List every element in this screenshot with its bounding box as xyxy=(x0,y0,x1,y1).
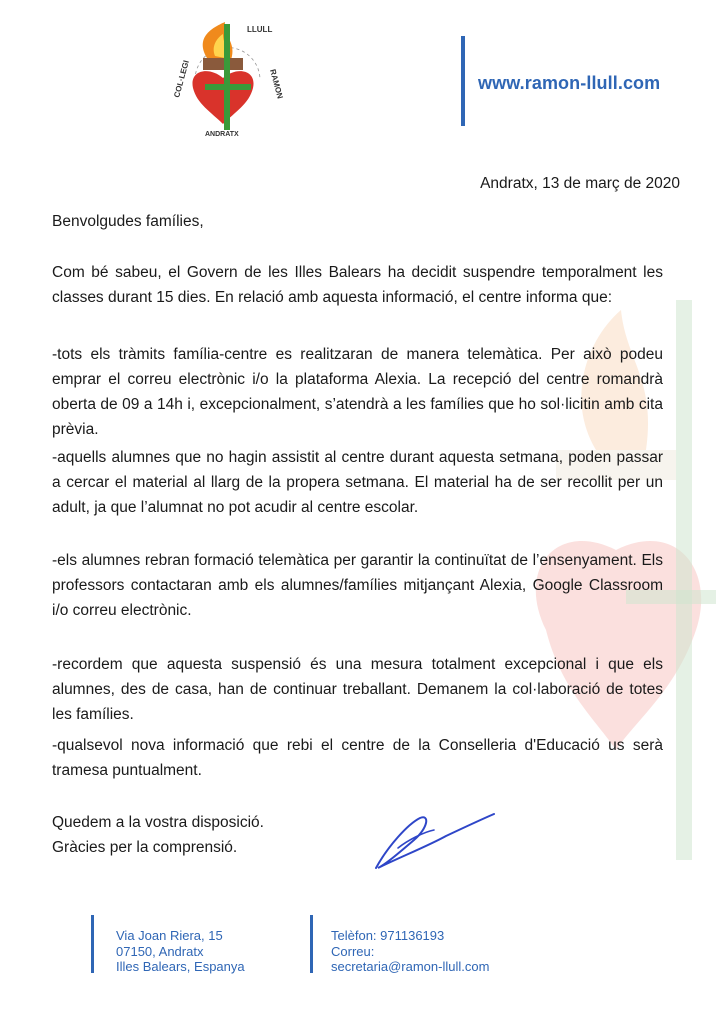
email-link[interactable]: secretaria@ramon-llull.com xyxy=(331,959,490,974)
letter-paragraph: Com bé sabeu, el Govern de les Illes Balears ha decidit suspendre temporalment les classes durant 15 dies. En relació amb aquesta informació, el centre informa que: xyxy=(52,264,663,306)
logo-text-right: RAMON xyxy=(268,68,285,100)
header-divider xyxy=(461,36,465,126)
letter-paragraph: -els alumnes rebran formació telemàtica per garantir la continuïtat de l’ensenyament. Els professors contactaran amb els alumnes/famílies mitjançant Alexia, Google Classroom i/o correu electrònic. xyxy=(52,552,663,619)
footer-divider-left xyxy=(91,915,94,973)
letter-greeting: Benvolgudes famílies, xyxy=(52,213,204,230)
signature xyxy=(368,806,498,876)
letter-paragraph: -recordem que aquesta suspensió és una mesura totalment excepcional i que els alumnes, des de casa, han de continuar treballant. Demanem la col·laboració de totes les famílies. xyxy=(52,656,663,723)
letter-paragraph: -aquells alumnes que no hagin assistit al centre durant aquesta setmana, poden passar a cercar el material al llarg de la propera setmana. El material ha de ser recollit per un adult, ja que l’alumnat no pot acudir al centre escolar. xyxy=(52,449,663,516)
address-line: 07150, Andratx xyxy=(116,943,204,959)
footer-contact xyxy=(331,928,489,975)
logo-text-top: LLULL xyxy=(247,25,273,34)
closing-line: Gràcies per la comprensió. xyxy=(52,839,238,856)
address-line: Via Joan Riera, 15 xyxy=(116,928,223,943)
letter-paragraph: -tots els tràmits família-centre es realitzaran de manera telemàtica. Per això podeu emprar el correu electrònic i/o la plataforma Alexia. La recepció del centre romandrà oberta de 09 a 14h i, excepcionalment, s’atendrà a les famílies que ho sol·licitin amb cita prèvia. xyxy=(52,346,663,438)
logo-text-left: COL·LEGI xyxy=(172,59,191,99)
footer-divider-right xyxy=(310,915,313,973)
address-line: Illes Balears, Espanya xyxy=(116,959,245,974)
school-logo xyxy=(165,20,290,140)
letter-date: Andratx, 13 de març de 2020 xyxy=(480,175,680,192)
letter-closing xyxy=(52,810,264,860)
phone-line: Telèfon: 971136193 xyxy=(331,928,445,943)
website-link[interactable]: www.ramon-llull.com xyxy=(478,73,661,93)
letter-paragraph: -qualsevol nova informació que rebi el centre de la Conselleria d'Educació us serà tramesa puntualment. xyxy=(52,737,663,779)
closing-line: Quedem a la vostra disposició. xyxy=(52,814,264,831)
email-label: Correu: xyxy=(331,943,375,959)
logo-text-bottom: ANDRATX xyxy=(205,131,239,138)
footer-address xyxy=(116,928,245,975)
